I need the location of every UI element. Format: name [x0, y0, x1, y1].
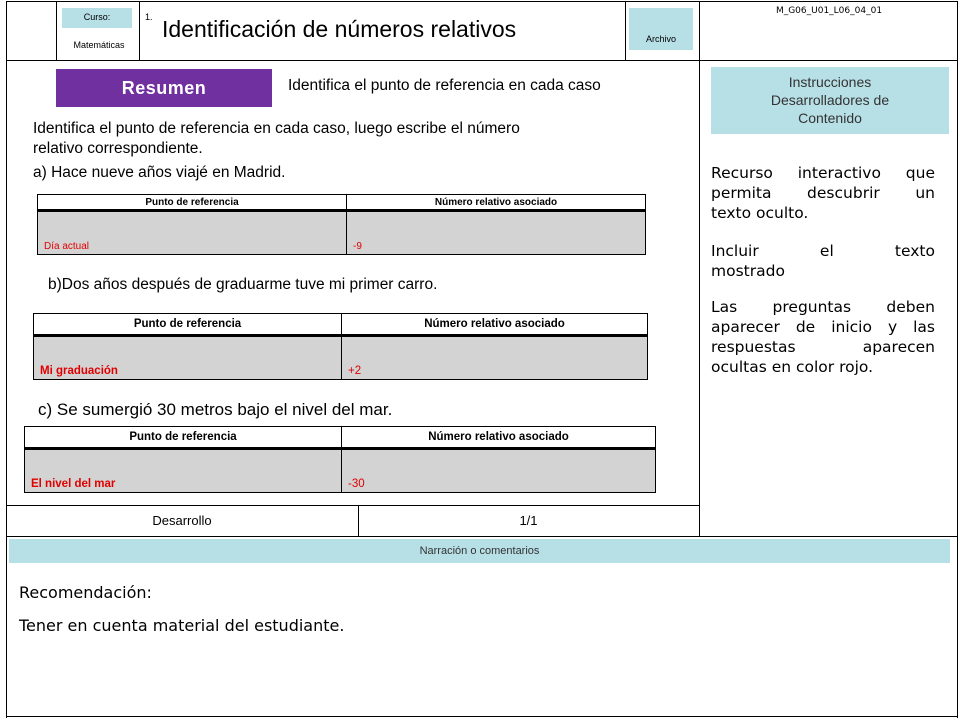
table-a: [37, 194, 646, 255]
course-name: Matemáticas: [73, 40, 125, 50]
table-b: [33, 313, 648, 380]
table-a-number: -9: [347, 211, 646, 255]
footer-top: [6, 505, 700, 506]
instructions-title-line: Desarrolladores de: [770, 92, 890, 108]
table-a-reference: Día actual: [38, 211, 347, 255]
table-b-header-reference: Punto de referencia: [34, 314, 342, 336]
narration-top: [6, 536, 958, 537]
curso-label: Curso:: [62, 8, 132, 28]
resumen-caption: Identifica el punto de referencia en cada caso: [288, 77, 601, 94]
table-c-number: -30: [342, 449, 656, 493]
instruction-line-2: relativo correspondiente.: [33, 140, 203, 157]
table-c-header-reference: Punto de referencia: [25, 427, 342, 449]
side-line: respuestas aparecen: [711, 338, 935, 356]
table-c: [24, 426, 656, 493]
table-b-number: +2: [342, 336, 648, 380]
side-line: mostrado: [711, 262, 785, 280]
side-line: Las preguntas deben: [711, 298, 935, 316]
side-line: permita descubrir un: [711, 184, 935, 202]
table-c-header-number: Número relativo asociado: [342, 427, 656, 449]
side-line: Incluir el texto: [711, 242, 935, 260]
instructions-title-line: Instrucciones: [788, 74, 872, 90]
frame-bottom: [6, 716, 958, 717]
header-divider-1: [56, 1, 57, 61]
lesson-number: 1.: [145, 12, 153, 22]
recommendation-text: Tener en cuenta material del estudiante.: [19, 616, 345, 635]
side-paragraph-2: [711, 241, 935, 281]
question-b: b)Dos años después de graduarme tuve mi primer carro.: [48, 276, 438, 293]
header-bottom: [6, 60, 958, 61]
table-b-reference: Mi graduación: [34, 336, 342, 380]
narration-label: Narración o comentarios: [9, 539, 950, 563]
side-paragraph-1: [711, 163, 935, 223]
side-line: ocultas en color rojo.: [711, 358, 874, 376]
resumen-button[interactable]: Resumen: [56, 69, 272, 107]
instructions-title-line: Contenido: [798, 110, 862, 126]
instruction-line-1: Identifica el punto de referencia en cada caso, luego escribe el número: [33, 120, 520, 137]
side-line: texto oculto.: [711, 204, 809, 222]
side-line: aparecer de inicio y las: [711, 318, 935, 336]
recommendation-title: Recomendación:: [19, 583, 152, 602]
question-a: a) Hace nueve años viajé en Madrid.: [33, 164, 286, 181]
header-divider-2: [139, 1, 140, 61]
side-line: Recurso interactivo que: [711, 164, 935, 182]
table-a-header-number: Número relativo asociado: [347, 195, 646, 211]
frame-right: [957, 1, 958, 718]
stage-label: Desarrollo: [152, 513, 212, 528]
frame-top: [6, 1, 958, 2]
page-title: Identificación de números relativos: [162, 16, 517, 42]
resource-code: M_G06_U01_L06_04_01: [775, 6, 883, 16]
table-a-header-reference: Punto de referencia: [38, 195, 347, 211]
question-c: c) Se sumergió 30 metros bajo el nivel del mar.: [38, 400, 393, 419]
side-paragraph-3: [711, 297, 935, 377]
developer-instructions-title: [711, 67, 949, 134]
table-b-header-number: Número relativo asociado: [342, 314, 648, 336]
frame-left: [6, 1, 7, 718]
content-divider: [699, 60, 700, 536]
header-divider-3: [625, 1, 626, 61]
archivo-label: Archivo: [629, 8, 693, 50]
table-c-reference: El nivel del mar: [25, 449, 342, 493]
page-indicator: 1/1: [519, 513, 538, 528]
